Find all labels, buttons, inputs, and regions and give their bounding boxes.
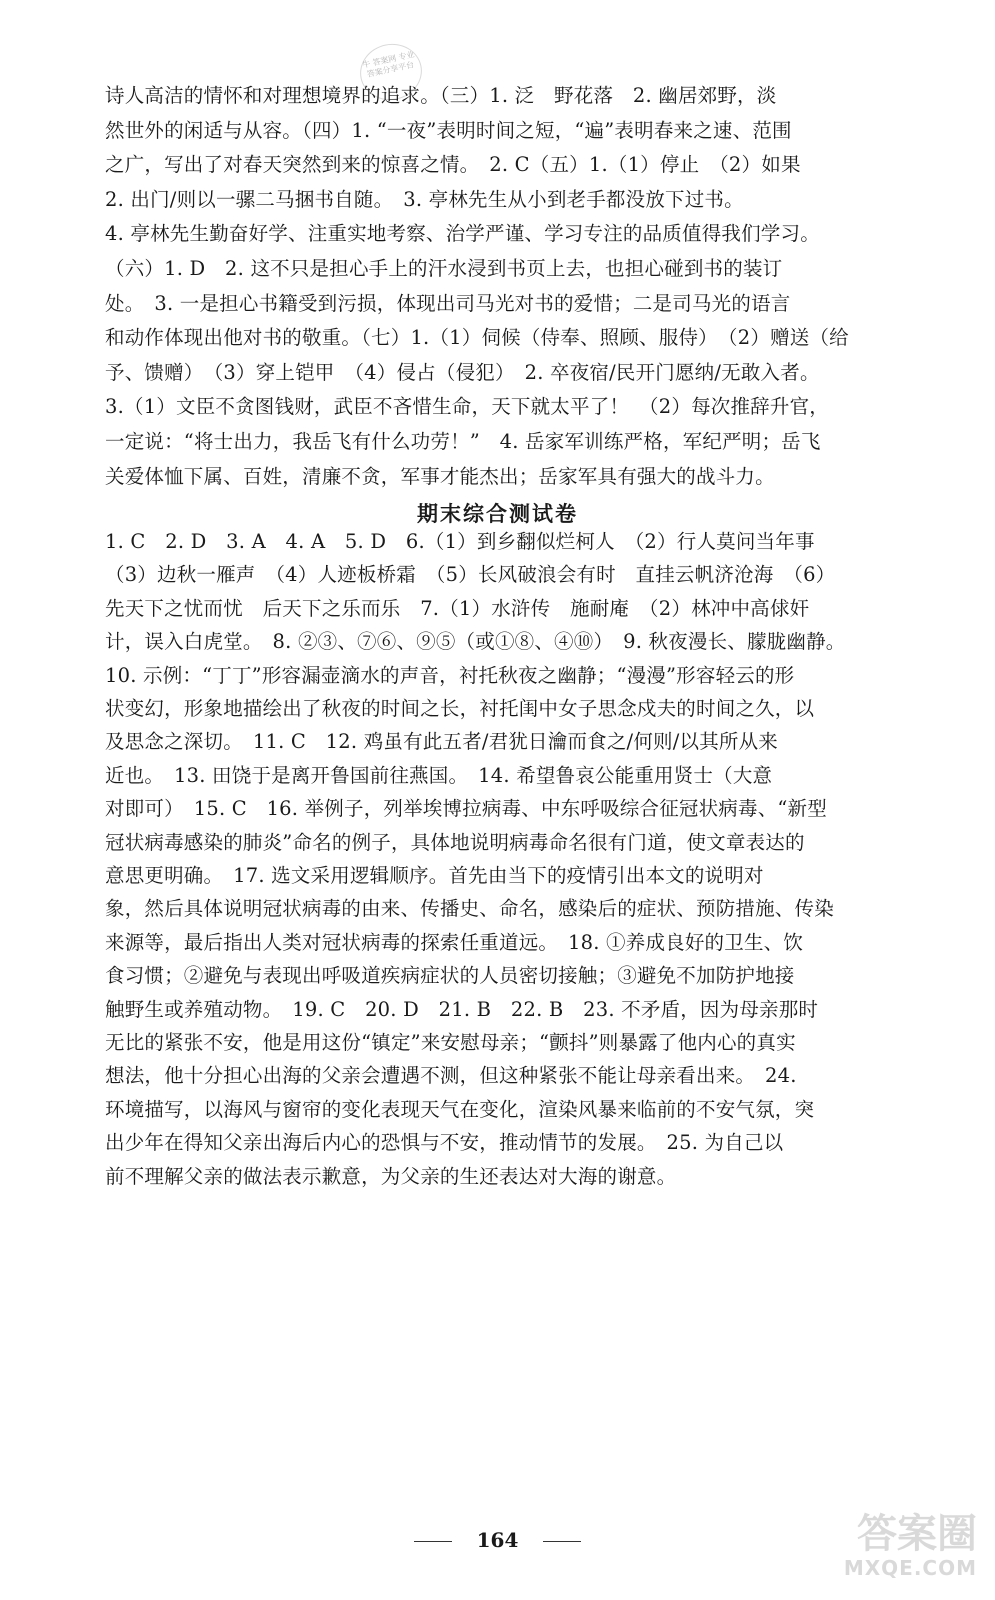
text-line: 出少年在得知父亲出海后内心的恐惧与不安，推动情节的发展。 25. 为自己以 xyxy=(105,1131,784,1155)
text-line: 予、馈赠） （3）穿上铠甲 （4）侵占（侵犯） 2. 卒夜宿/民开门愿纳/无敢入者。 xyxy=(105,360,820,384)
text-line: 处。 3. 一是担心书籍受到污损，体现出司马光对书的爱惜；二是司马光的语言 xyxy=(105,291,791,315)
text-line: 状变幻，形象地描绘出了秋夜的时间之长，衬托闺中女子思念戍夫的时间之久，以 xyxy=(105,697,815,720)
text-line: 无比的紧张不安，他是用这份“镇定”来安慰母亲；“颤抖”则暴露了他内心的真实 xyxy=(105,1031,796,1054)
text-line: 先天下之忧而忧 后天下之乐而乐 7.（1）水浒传 施耐庵 （2）林冲中高俅奸 xyxy=(105,596,810,620)
stamp-seal: 牛 答案网 专业答案分享平台 xyxy=(355,38,427,106)
text-line: 来源等，最后指出人类对冠状病毒的探索任重道远。 18. ①养成良好的卫生、饮 xyxy=(105,930,804,954)
watermark-url: MXQE.COM xyxy=(843,1556,977,1580)
section-title: 期末综合测试卷 xyxy=(417,501,578,526)
text-line: 意思更明确。 17. 选文采用逻辑顺序。首先由当下的疫情引出本文的说明对 xyxy=(105,864,764,887)
page-number: 164 xyxy=(476,1528,519,1552)
text-line: 2. 出门/则以一骡二马捆书自随。 3. 亭林先生从小到老手都没放下过书。 xyxy=(105,187,744,211)
text-line: 1. C 2. D 3. A 4. A 5. D 6.（1）到乡翻似烂柯人 （2）行人莫问当年事 xyxy=(105,530,815,553)
text-line: 10. 示例：“丁丁”形容漏壶滴水的声音，衬托秋夜之幽静；“漫漫”形容轻云的形 xyxy=(105,663,795,687)
footer-dash-left xyxy=(414,1541,452,1542)
text-line: 4. 亭林先生勤奋好学、注重实地考察、治学严谨、学习专注的品质值得我们学习。 xyxy=(105,222,820,246)
watermark-text: 答案圈 xyxy=(857,1511,977,1557)
text-line: 诗人高洁的情怀和对理想境界的追求。（三）1. 泛 野花落 2. 幽居郊野，淡 xyxy=(105,84,777,107)
text-line: 象，然后具体说明冠状病毒的由来、传播史、命名，感染后的症状、预防措施、传染 xyxy=(105,897,834,921)
text-line: 触野生或养殖动物。 19. C 20. D 21. B 22. B 23. 不矛盾，因为母亲那时 xyxy=(105,997,819,1021)
text-line: 环境描写，以海风与窗帘的变化表现天气在变化，渲染风暴来临前的不安气氛，突 xyxy=(105,1097,815,1121)
text-line: 近也。 13. 田饶于是离开鲁国前往燕国。 14. 希望鲁哀公能重用贤士（大意 xyxy=(105,763,773,787)
text-line: （3）边秋一雁声 （4）人迹板桥霜 （5）长风破浪会有时 直挂云帆济沧海 （6） xyxy=(105,563,836,587)
text-line: 关爱体恤下属、百姓，清廉不贪，军事才能杰出；岳家军具有强大的战斗力。 xyxy=(105,464,775,488)
text-line: 一定说：“将士出力，我岳飞有什么功劳！” 4. 岳家军训练严格，军纪严明；岳飞 xyxy=(105,430,821,453)
text-line: 想法，他十分担心出海的父亲会遭遇不测，但这种紧张不能让母亲看出来。 24. xyxy=(105,1064,797,1088)
text-line: 及思念之深切。 11. C 12. 鸡虽有此五者/君犹日瀹而食之/何则/以其所从来 xyxy=(105,730,778,754)
text-line: 对即可） 15. C 16. 举例子，列举埃博拉病毒、中东呼吸综合征冠状病毒、“新型 xyxy=(105,797,827,821)
text-line: 冠状病毒感染的肺炎”命名的例子，具体地说明病毒命名很有门道，使文章表达的 xyxy=(105,830,805,854)
text-line: 之广，写出了对春天突然到来的惊喜之情。 2. C（五）1.（1）停止 （2）如果 xyxy=(105,153,801,177)
footer-dash-right xyxy=(543,1541,581,1542)
watermark-logo xyxy=(807,1512,977,1592)
text-line: 食习惯；②避免与表现出呼吸道疾病症状的人员密切接触；③避免不加防护地接 xyxy=(105,964,795,988)
text-line: 前不理解父亲的做法表示歉意，为父亲的生还表达对大海的谢意。 xyxy=(105,1164,677,1188)
text-line: （六）1. D 2. 这不只是担心手上的汗水浸到书页上去，也担心碰到书的装订 xyxy=(105,257,783,280)
text-line: 和动作体现出他对书的敬重。（七）1.（1）伺候（侍奉、照顾、服侍） （2）赠送（给 xyxy=(105,326,849,350)
text-line: 计，误入白虎堂。 8. ②③、⑦⑥、⑨⑤（或①⑧、④⑩） 9. 秋夜漫长、朦胧幽静。 xyxy=(105,630,846,654)
text-line: 3.（1）文臣不贪图钱财，武臣不吝惜生命，天下就太平了！ （2）每次推辞升官， xyxy=(105,395,829,419)
text-line: 然世外的闲适与从容。（四）1. “一夜”表明时间之短，“遍”表明春来之速、范围 xyxy=(105,118,792,142)
